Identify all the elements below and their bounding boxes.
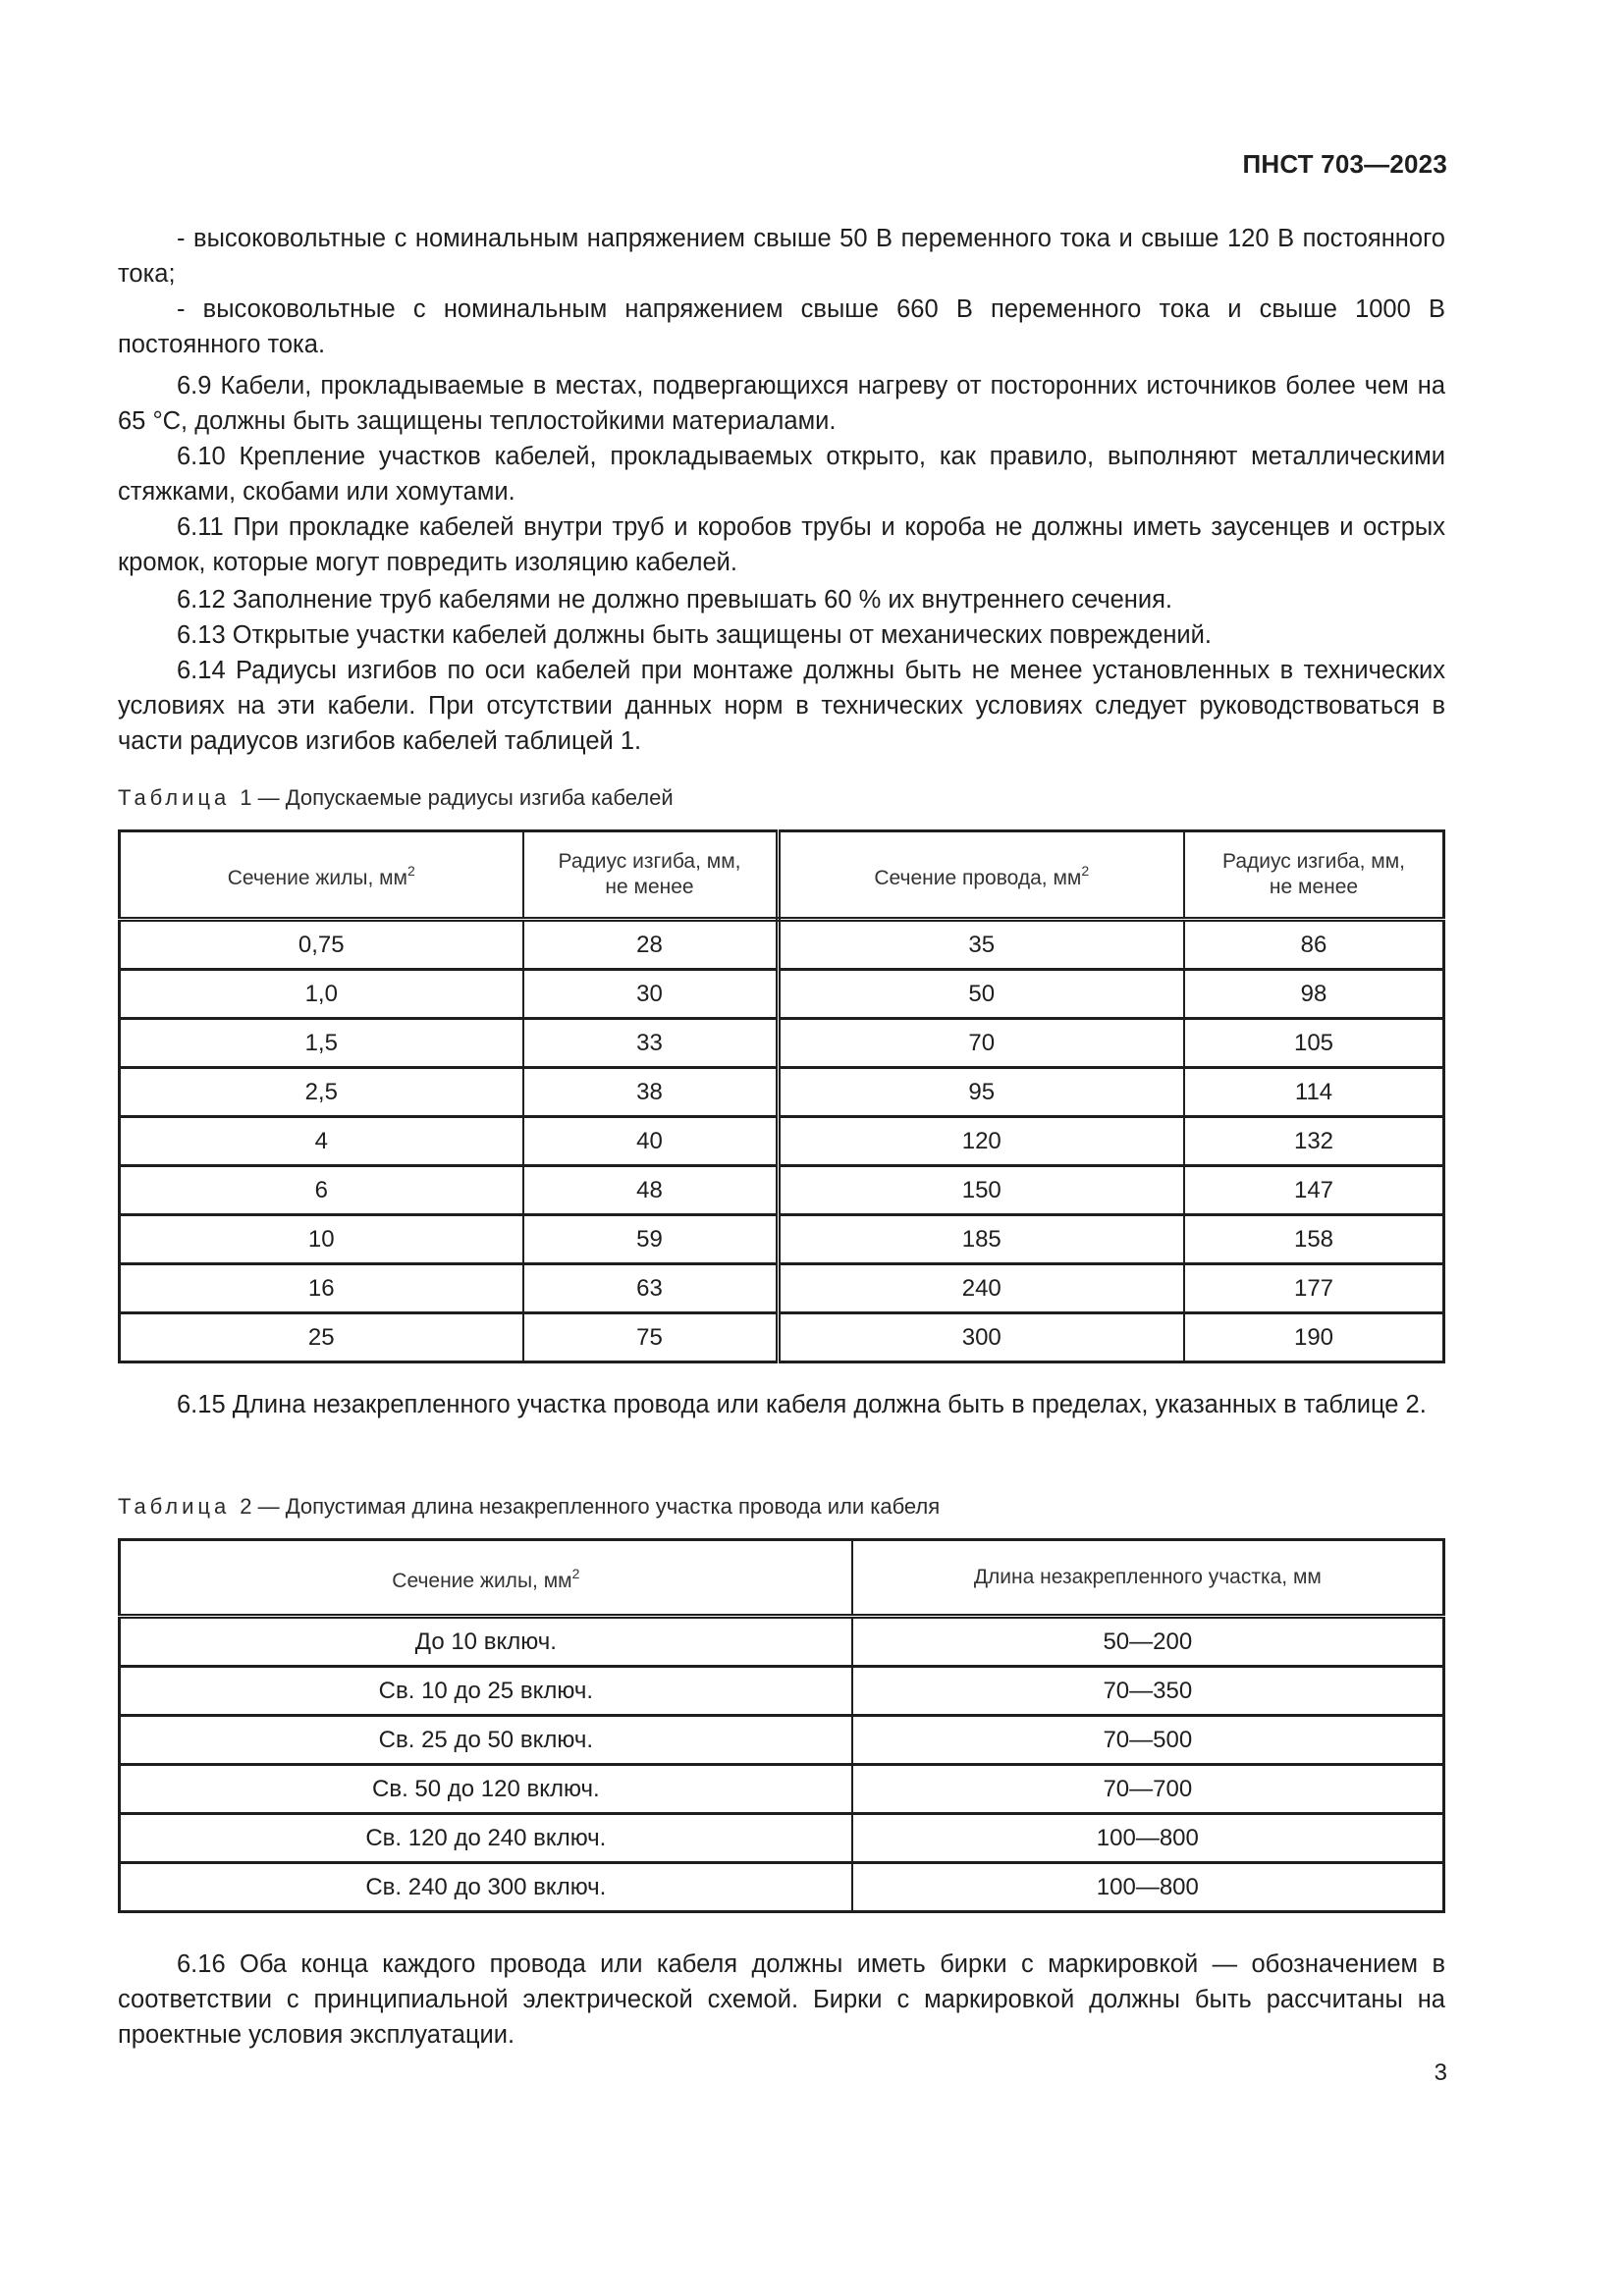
table2-header-unfastened-length: Длина незакрепленного участка, мм bbox=[852, 1540, 1444, 1617]
table-row bbox=[120, 1068, 1444, 1117]
table-row bbox=[120, 1264, 1444, 1313]
page-number: 3 bbox=[1434, 2059, 1447, 2086]
table-cell: 1,0 bbox=[120, 970, 523, 1019]
table-cell: 70—350 bbox=[852, 1667, 1444, 1716]
table2-header-core-section: Сечение жилы, $мм^2$ bbox=[120, 1540, 852, 1617]
table-cell: 30 bbox=[523, 970, 778, 1019]
table1-header-wire-section: Сечение провода, $мм^2$ bbox=[778, 831, 1184, 920]
table-cell: 70—500 bbox=[852, 1716, 1444, 1765]
table-cell: 10 bbox=[120, 1215, 523, 1264]
paragraph-6-14: 6.14 Радиусы изгибов по оси кабелей при монтаже должны быть не менее установленных в технических условиях на эти кабели. При отсутствии данных норм в технических условиях следует руководствоваться в части радиусов изгибов кабелей таблицей 1. bbox=[118, 657, 1445, 755]
table-cell: 70 bbox=[778, 1019, 1184, 1068]
table-cell: 75 bbox=[523, 1313, 778, 1362]
table-cell: 158 bbox=[1184, 1215, 1443, 1264]
paragraph-6-10: 6.10 Крепление участков кабелей, прокладываемых открыто, как правило, выполняют металлическими стяжками, скобами или хомутами. bbox=[118, 443, 1445, 506]
table-cell: 0,75 bbox=[120, 920, 523, 970]
table2-caption bbox=[118, 1492, 940, 1522]
unfastened-length-table bbox=[118, 1538, 1445, 1913]
table-cell: Св. 50 до 120 включ. bbox=[120, 1765, 852, 1814]
table-cell: 50—200 bbox=[852, 1617, 1444, 1667]
table1-header-bend-radius-1: Радиус изгиба, мм, не менее bbox=[523, 831, 778, 920]
table-cell: Св. 240 до 300 включ. bbox=[120, 1863, 852, 1912]
paragraph-6-9: 6.9 Кабели, прокладываемые в местах, подвергающихся нагреву от посторонних источников более чем на 65 °С, должны быть защищены теплостойкими материалами. bbox=[118, 372, 1445, 435]
table-cell: 25 bbox=[120, 1313, 523, 1362]
table-row bbox=[120, 1617, 1444, 1667]
table-cell: 6 bbox=[120, 1166, 523, 1215]
paragraph-bullet-2: - высоковольтные с номинальным напряжением свыше 660 В переменного тока и свыше 1000 В постоянного тока. bbox=[118, 295, 1445, 358]
table2-caption-label: Таблица bbox=[118, 1494, 231, 1519]
table-row bbox=[120, 1863, 1444, 1912]
table-cell: 48 bbox=[523, 1166, 778, 1215]
table-row bbox=[120, 920, 1444, 970]
table-row bbox=[120, 1313, 1444, 1362]
table1-caption-text: 1 — Допускаемые радиусы изгиба кабелей bbox=[240, 785, 674, 810]
table1-header-bend-radius-2: Радиус изгиба, мм, не менее bbox=[1184, 831, 1443, 920]
table-cell: 86 bbox=[1184, 920, 1443, 970]
table-cell: 28 bbox=[523, 920, 778, 970]
table-cell: 1,5 bbox=[120, 1019, 523, 1068]
standard-code-header: ПНСТ 703—2023 bbox=[1242, 149, 1447, 179]
table-cell: 120 bbox=[778, 1117, 1184, 1166]
table-cell: 35 bbox=[778, 920, 1184, 970]
table1-header-core-section: Сечение жилы, $мм^2$ bbox=[120, 831, 523, 920]
table-row bbox=[120, 1215, 1444, 1264]
table-cell: 177 bbox=[1184, 1264, 1443, 1313]
table-cell: 105 bbox=[1184, 1019, 1443, 1068]
table-row bbox=[120, 1814, 1444, 1863]
table-cell: До 10 включ. bbox=[120, 1617, 852, 1667]
table-cell: 240 bbox=[778, 1264, 1184, 1313]
table-row bbox=[120, 1667, 1444, 1716]
paragraph-bullet-1: - высоковольтные с номинальным напряжением свыше 50 В переменного тока и свыше 120 В постоянного тока; bbox=[118, 225, 1445, 288]
table-cell: Св. 25 до 50 включ. bbox=[120, 1716, 852, 1765]
table1-header-row bbox=[120, 831, 1444, 920]
table-cell: 70—700 bbox=[852, 1765, 1444, 1814]
paragraph-6-13: 6.13 Открытые участки кабелей должны быть защищены от механических повреждений. bbox=[177, 621, 1212, 649]
table-row bbox=[120, 1716, 1444, 1765]
paragraph-6-12: 6.12 Заполнение труб кабелями не должно превышать 60 % их внутреннего сечения. bbox=[177, 586, 1173, 614]
table-row bbox=[120, 970, 1444, 1019]
table-cell: 38 bbox=[523, 1068, 778, 1117]
table-cell: 40 bbox=[523, 1117, 778, 1166]
paragraph-6-11: 6.11 При прокладке кабелей внутри труб и коробов трубы и короба не должны иметь заусенцев и острых кромок, которые могут повредить изоляцию кабелей. bbox=[118, 513, 1445, 576]
table-cell: 147 bbox=[1184, 1166, 1443, 1215]
table-cell: 63 bbox=[523, 1264, 778, 1313]
table-cell: 185 bbox=[778, 1215, 1184, 1264]
table-cell: 33 bbox=[523, 1019, 778, 1068]
table-cell: 132 bbox=[1184, 1117, 1443, 1166]
table-cell: 98 bbox=[1184, 970, 1443, 1019]
table-cell: Св. 120 до 240 включ. bbox=[120, 1814, 852, 1863]
table-row bbox=[120, 1117, 1444, 1166]
paragraph-6-16: 6.16 Оба конца каждого провода или кабеля должны иметь бирки с маркировкой — обозначением в соответствии с принципиальной электрической схемой. Бирки с маркировкой должны быть рассчитаны на проектные условия эксплуатации. bbox=[118, 1950, 1445, 2049]
table2-header-row bbox=[120, 1540, 1444, 1617]
table1-caption bbox=[118, 783, 674, 813]
table-row bbox=[120, 1765, 1444, 1814]
table-cell: 59 bbox=[523, 1215, 778, 1264]
table-cell: 4 bbox=[120, 1117, 523, 1166]
table-cell: 100—800 bbox=[852, 1814, 1444, 1863]
table-cell: 100—800 bbox=[852, 1863, 1444, 1912]
table1-caption-label: Таблица bbox=[118, 785, 231, 810]
table-cell: 2,5 bbox=[120, 1068, 523, 1117]
table-row bbox=[120, 1019, 1444, 1068]
table-cell: 16 bbox=[120, 1264, 523, 1313]
table-cell: 300 bbox=[778, 1313, 1184, 1362]
table2-caption-text: 2 — Допустимая длина незакрепленного участка провода или кабеля bbox=[240, 1494, 941, 1519]
table-row bbox=[120, 1166, 1444, 1215]
table-cell: 150 bbox=[778, 1166, 1184, 1215]
table-cell: Св. 10 до 25 включ. bbox=[120, 1667, 852, 1716]
paragraph-6-15: 6.15 Длина незакрепленного участка провода или кабеля должна быть в пределах, указанных в таблице 2. bbox=[177, 1391, 1427, 1418]
bend-radius-table bbox=[118, 829, 1445, 1363]
table-cell: 95 bbox=[778, 1068, 1184, 1117]
table-cell: 114 bbox=[1184, 1068, 1443, 1117]
table-cell: 50 bbox=[778, 970, 1184, 1019]
table-cell: 190 bbox=[1184, 1313, 1443, 1362]
